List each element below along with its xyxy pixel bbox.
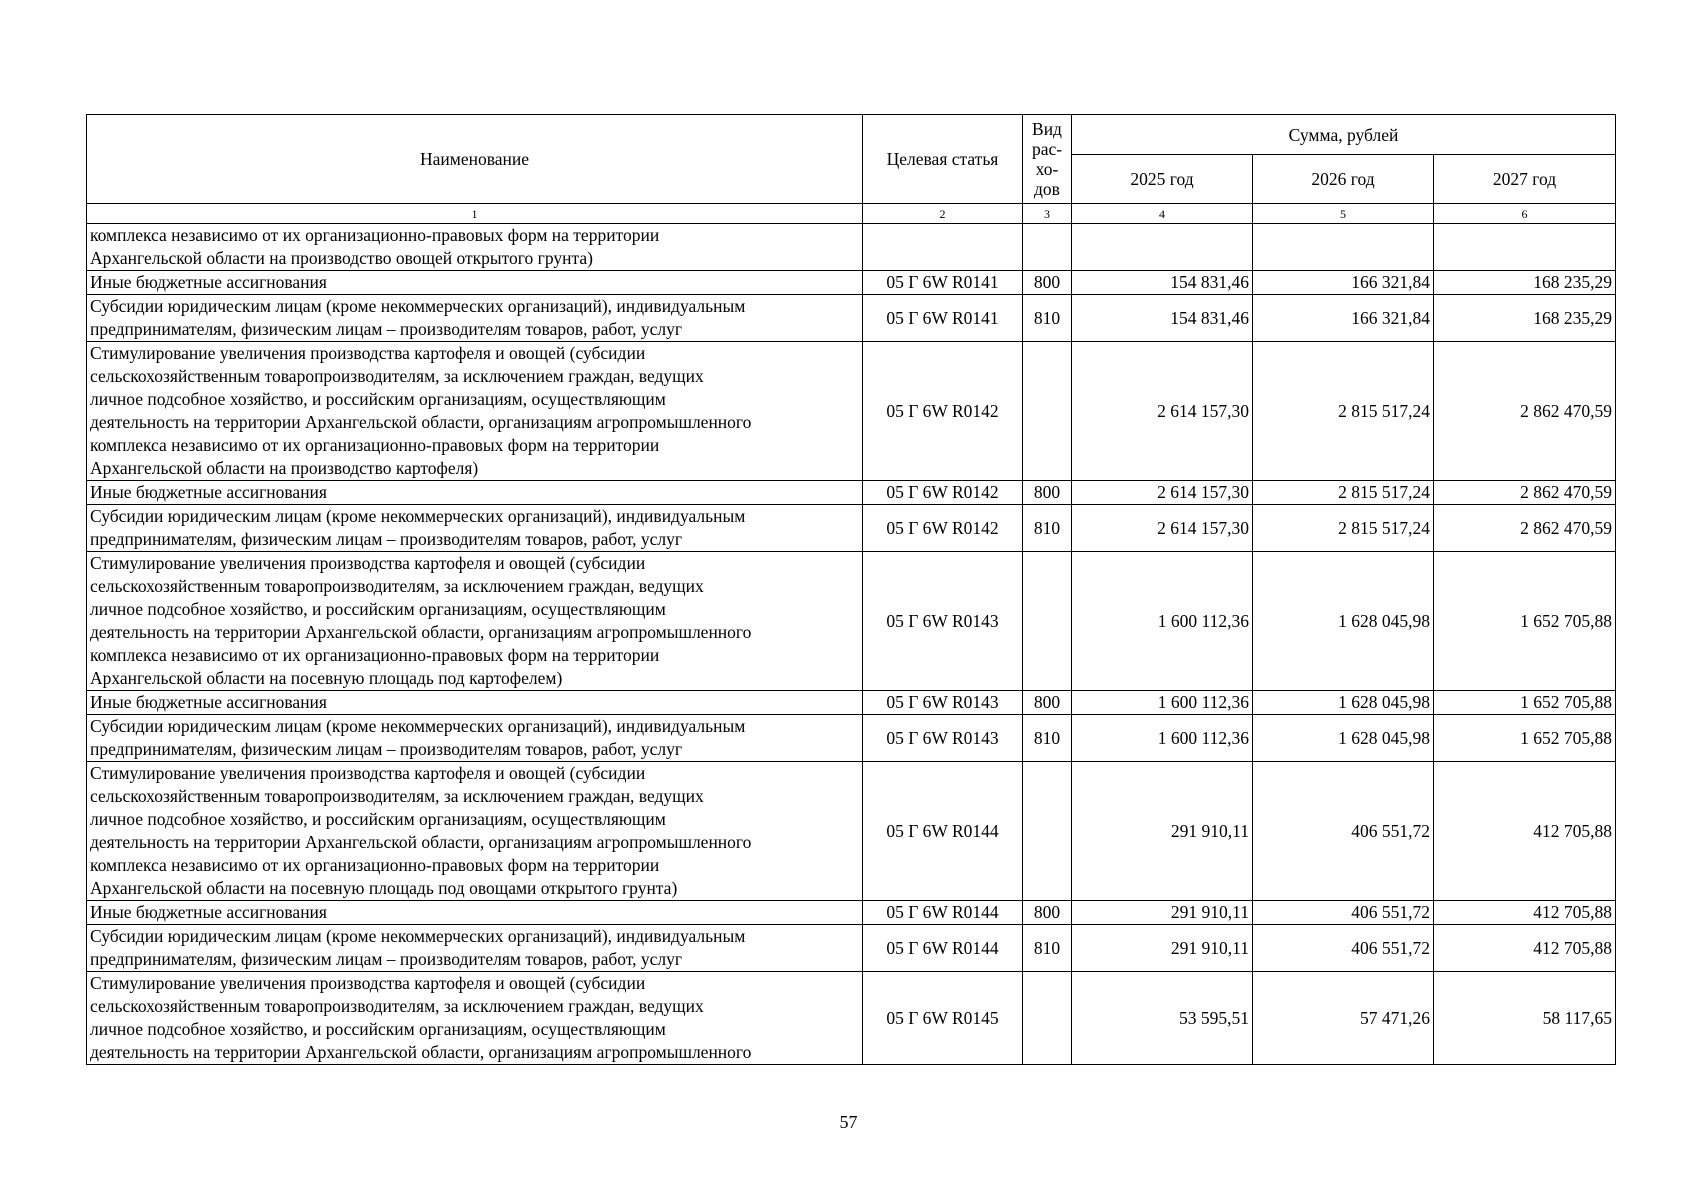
table-row — [87, 342, 1616, 481]
row-name-line: личное подсобное хозяйство, и российским организациям, осуществляющим — [90, 809, 666, 829]
row-sum-2027: 168 235,29 — [1434, 295, 1616, 342]
row-name — [87, 224, 863, 271]
row-name-line: Стимулирование увеличения производства картофеля и овощей (субсидии — [90, 553, 646, 573]
row-target-article: 05 Г 6W R0144 — [863, 762, 1023, 901]
row-name — [87, 762, 863, 901]
column-number: 6 — [1434, 204, 1616, 224]
row-name-line: Архангельской области на посевную площадь под картофелем) — [90, 668, 563, 688]
row-sum-2027: 1 652 705,88 — [1434, 691, 1616, 715]
row-expense-kind: 800 — [1023, 691, 1072, 715]
row-target-article: 05 Г 6W R0141 — [863, 271, 1023, 295]
row-name — [87, 972, 863, 1065]
table-row — [87, 691, 1616, 715]
row-sum-2026: 1 628 045,98 — [1253, 691, 1434, 715]
row-name-line: комплекса независимо от их организационно-правовых форм на территории — [90, 435, 660, 455]
row-expense-kind — [1023, 342, 1072, 481]
table-row — [87, 224, 1616, 271]
column-numbers-row — [87, 204, 1616, 224]
row-target-article: 05 Г 6W R0145 — [863, 972, 1023, 1065]
table-row — [87, 271, 1616, 295]
row-name-line: сельскохозяйственным товаропроизводителям, за исключением граждан, ведущих — [90, 366, 704, 386]
row-expense-kind — [1023, 224, 1072, 271]
row-sum-2027: 412 705,88 — [1434, 762, 1616, 901]
row-expense-kind: 810 — [1023, 295, 1072, 342]
row-expense-kind — [1023, 552, 1072, 691]
row-name-line: Стимулирование увеличения производства картофеля и овощей (субсидии — [90, 763, 646, 783]
row-sum-2027: 412 705,88 — [1434, 901, 1616, 925]
row-sum-2026: 166 321,84 — [1253, 271, 1434, 295]
table-body — [87, 224, 1616, 1065]
row-name-line: предпринимателям, физическим лицам – производителям товаров, работ, услуг — [90, 949, 683, 969]
row-name-line: Иные бюджетные ассигнования — [90, 692, 327, 712]
row-name-line: деятельность на территории Архангельской области, организациям агропромышленного — [90, 622, 752, 642]
row-name-line: Стимулирование увеличения производства картофеля и овощей (субсидии — [90, 343, 646, 363]
row-sum-2026: 2 815 517,24 — [1253, 505, 1434, 552]
row-name-line: деятельность на территории Архангельской области, организациям агропромышленного — [90, 412, 752, 432]
row-target-article: 05 Г 6W R0143 — [863, 552, 1023, 691]
row-name-line: Стимулирование увеличения производства картофеля и овощей (субсидии — [90, 973, 646, 993]
row-sum-2025: 1 600 112,36 — [1072, 715, 1253, 762]
row-name-line: Архангельской области на производство картофеля) — [90, 458, 479, 478]
row-sum-2026: 406 551,72 — [1253, 762, 1434, 901]
table-row — [87, 552, 1616, 691]
header-name: Наименование — [87, 115, 863, 204]
column-number: 3 — [1023, 204, 1072, 224]
row-name-line: личное подсобное хозяйство, и российским организациям, осуществляющим — [90, 599, 666, 619]
row-name-line: предпринимателям, физическим лицам – производителям товаров, работ, услуг — [90, 319, 683, 339]
row-name-line: Субсидии юридическим лицам (кроме некоммерческих организаций), индивидуальным — [90, 926, 746, 946]
row-sum-2026: 2 815 517,24 — [1253, 342, 1434, 481]
row-expense-kind: 810 — [1023, 505, 1072, 552]
row-name-line: Иные бюджетные ассигнования — [90, 272, 327, 292]
row-target-article: 05 Г 6W R0142 — [863, 505, 1023, 552]
row-name-line: комплекса независимо от их организационно-правовых форм на территории — [90, 225, 660, 245]
row-expense-kind: 800 — [1023, 271, 1072, 295]
row-expense-kind: 800 — [1023, 481, 1072, 505]
row-sum-2027: 1 652 705,88 — [1434, 715, 1616, 762]
table-row — [87, 762, 1616, 901]
row-name-line: Субсидии юридическим лицам (кроме некоммерческих организаций), индивидуальным — [90, 506, 746, 526]
row-target-article: 05 Г 6W R0141 — [863, 295, 1023, 342]
row-name — [87, 295, 863, 342]
table-row — [87, 481, 1616, 505]
row-expense-kind — [1023, 762, 1072, 901]
row-sum-2026: 406 551,72 — [1253, 925, 1434, 972]
column-number: 5 — [1253, 204, 1434, 224]
header-year-2027: 2027 год — [1434, 155, 1616, 204]
row-name — [87, 505, 863, 552]
row-name-line: комплекса независимо от их организационно-правовых форм на территории — [90, 855, 660, 875]
row-sum-2027: 2 862 470,59 — [1434, 342, 1616, 481]
row-sum-2025: 53 595,51 — [1072, 972, 1253, 1065]
row-sum-2025: 2 614 157,30 — [1072, 342, 1253, 481]
row-sum-2026: 1 628 045,98 — [1253, 552, 1434, 691]
row-sum-2025: 291 910,11 — [1072, 925, 1253, 972]
row-sum-2025: 291 910,11 — [1072, 762, 1253, 901]
header-year-2026: 2026 год — [1253, 155, 1434, 204]
row-expense-kind: 810 — [1023, 925, 1072, 972]
row-name — [87, 901, 863, 925]
row-name — [87, 552, 863, 691]
table-row — [87, 972, 1616, 1065]
row-name-line: деятельность на территории Архангельской области, организациям агропромышленного — [90, 832, 752, 852]
row-name-line: личное подсобное хозяйство, и российским организациям, осуществляющим — [90, 1019, 666, 1039]
header-target-article: Целевая статья — [863, 115, 1023, 204]
row-expense-kind — [1023, 972, 1072, 1065]
row-name-line: предпринимателям, физическим лицам – производителям товаров, работ, услуг — [90, 529, 683, 549]
row-target-article: 05 Г 6W R0144 — [863, 901, 1023, 925]
row-target-article: 05 Г 6W R0143 — [863, 715, 1023, 762]
row-name — [87, 715, 863, 762]
row-name — [87, 691, 863, 715]
row-expense-kind: 810 — [1023, 715, 1072, 762]
row-name-line: Архангельской области на производство овощей открытого грунта) — [90, 248, 593, 268]
row-name-line: предпринимателям, физическим лицам – производителям товаров, работ, услуг — [90, 739, 683, 759]
row-target-article: 05 Г 6W R0142 — [863, 481, 1023, 505]
row-name-line: Архангельской области на посевную площадь под овощами открытого грунта) — [90, 878, 678, 898]
row-sum-2026: 1 628 045,98 — [1253, 715, 1434, 762]
row-sum-2027 — [1434, 224, 1616, 271]
row-name-line: Иные бюджетные ассигнования — [90, 482, 327, 502]
row-name-line: сельскохозяйственным товаропроизводителям, за исключением граждан, ведущих — [90, 786, 704, 806]
row-name-line: сельскохозяйственным товаропроизводителям, за исключением граждан, ведущих — [90, 576, 704, 596]
row-sum-2027: 412 705,88 — [1434, 925, 1616, 972]
budget-table — [86, 114, 1616, 1065]
row-name-line: комплекса независимо от их организационно-правовых форм на территории — [90, 645, 660, 665]
row-name — [87, 481, 863, 505]
row-sum-2025: 2 614 157,30 — [1072, 481, 1253, 505]
table-row — [87, 925, 1616, 972]
column-number: 2 — [863, 204, 1023, 224]
row-target-article: 05 Г 6W R0142 — [863, 342, 1023, 481]
row-name-line: Субсидии юридическим лицам (кроме некоммерческих организаций), индивидуальным — [90, 716, 746, 736]
table-row — [87, 295, 1616, 342]
row-name-line: личное подсобное хозяйство, и российским организациям, осуществляющим — [90, 389, 666, 409]
row-sum-2026: 2 815 517,24 — [1253, 481, 1434, 505]
header-sum: Сумма, рублей — [1072, 115, 1616, 155]
row-sum-2027: 2 862 470,59 — [1434, 481, 1616, 505]
row-sum-2027: 58 117,65 — [1434, 972, 1616, 1065]
table-row — [87, 715, 1616, 762]
row-sum-2025: 154 831,46 — [1072, 271, 1253, 295]
row-target-article — [863, 224, 1023, 271]
row-name-line: сельскохозяйственным товаропроизводителям, за исключением граждан, ведущих — [90, 996, 704, 1016]
row-sum-2025: 291 910,11 — [1072, 901, 1253, 925]
row-name-line: Иные бюджетные ассигнования — [90, 902, 327, 922]
row-sum-2025: 1 600 112,36 — [1072, 552, 1253, 691]
row-expense-kind: 800 — [1023, 901, 1072, 925]
row-sum-2027: 1 652 705,88 — [1434, 552, 1616, 691]
table-row — [87, 901, 1616, 925]
row-sum-2025: 154 831,46 — [1072, 295, 1253, 342]
row-name-line: деятельность на территории Архангельской области, организациям агропромышленного — [90, 1042, 752, 1062]
row-target-article: 05 Г 6W R0144 — [863, 925, 1023, 972]
row-target-article: 05 Г 6W R0143 — [863, 691, 1023, 715]
column-number: 1 — [87, 204, 863, 224]
row-sum-2027: 168 235,29 — [1434, 271, 1616, 295]
row-sum-2026: 166 321,84 — [1253, 295, 1434, 342]
row-sum-2025: 1 600 112,36 — [1072, 691, 1253, 715]
row-sum-2027: 2 862 470,59 — [1434, 505, 1616, 552]
row-name-line: Субсидии юридическим лицам (кроме некоммерческих организаций), индивидуальным — [90, 296, 746, 316]
row-name — [87, 342, 863, 481]
row-name — [87, 271, 863, 295]
page-number: 57 — [839, 1112, 858, 1132]
column-number: 4 — [1072, 204, 1253, 224]
header-expense-kind: Вид рас- хо- дов — [1023, 115, 1072, 204]
table-row — [87, 505, 1616, 552]
row-sum-2025: 2 614 157,30 — [1072, 505, 1253, 552]
row-name — [87, 925, 863, 972]
row-sum-2026: 406 551,72 — [1253, 901, 1434, 925]
row-sum-2025 — [1072, 224, 1253, 271]
header-year-2025: 2025 год — [1072, 155, 1253, 204]
row-sum-2026: 57 471,26 — [1253, 972, 1434, 1065]
row-sum-2026 — [1253, 224, 1434, 271]
